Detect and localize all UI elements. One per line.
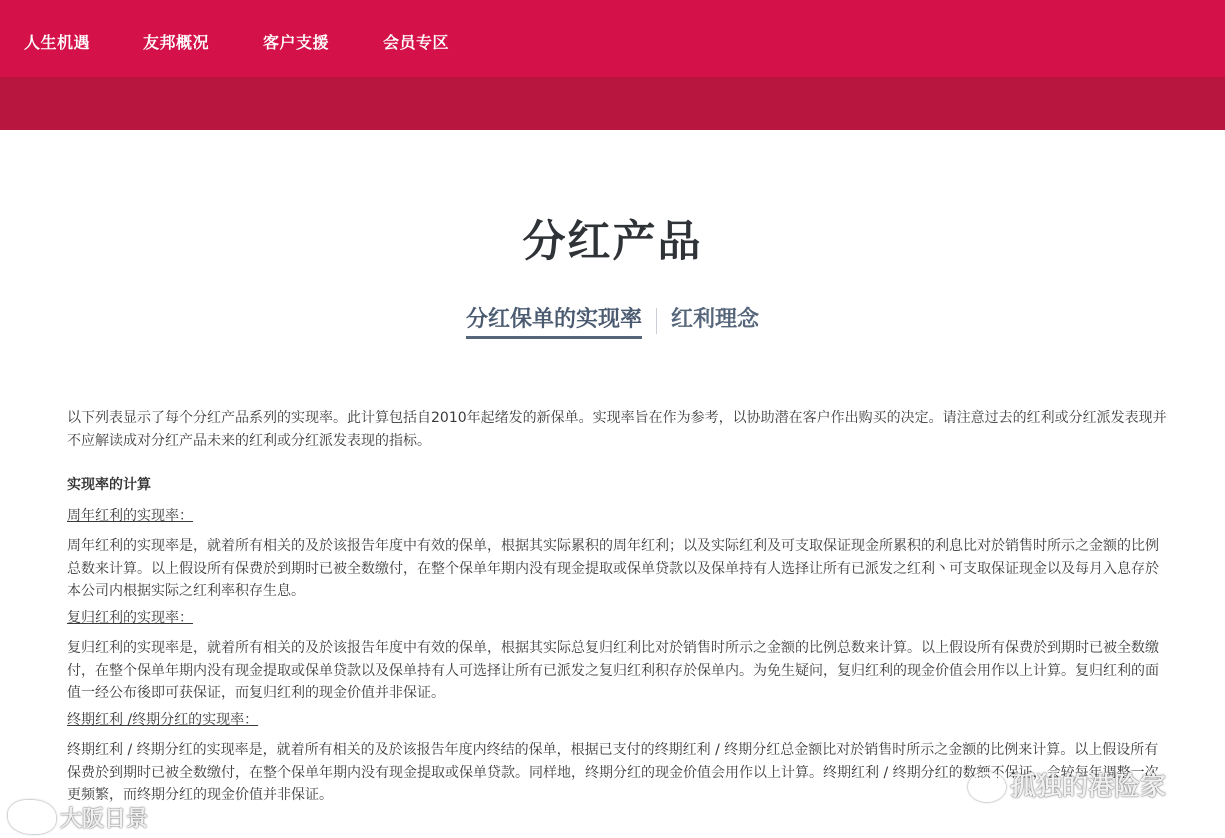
- page-title: 分红产品: [522, 217, 703, 267]
- tab-label: 分红保单的实现率: [466, 305, 642, 339]
- terminal-dividend-heading: 终期红利 /终期分红的实现率：: [67, 711, 259, 728]
- watermark-left: 大阪日景: [60, 807, 149, 832]
- watermark-right: 孤独的港险家: [1010, 772, 1167, 802]
- nav-item-about-aia[interactable]: 友邦概况: [143, 33, 210, 52]
- nav-item-customer-support[interactable]: 客户支援: [263, 33, 330, 52]
- section-title: 实现率的计算: [67, 477, 151, 493]
- annual-dividend-text: 周年红利的实现率是，就着所有相关的及於该报告年度中有效的保单，根据其实际累积的周年红利；以及实际红利及可支取保证现金所累积的利息比对於销售时所示之金额的比例总数来计算。以上假设所有保费於到期时已被全数缴付，在整个保单年期内没有现金提取或保单贷款以及保单持有人选择让所有已派发之红利丶可支取保证现金以及每月入息存於本公司内根据实际之红利率积存生息。: [67, 538, 1159, 599]
- tab-bar: [0, 305, 1225, 339]
- tab-dividend-fulfillment-ratio[interactable]: [452, 305, 656, 339]
- tab-label: 红利理念: [671, 307, 760, 332]
- reversionary-bonus-text: 复归红利的实现率是，就着所有相关的及於该报告年度中有效的保单，根据其实际总复归红利比对於销售时所示之金额的比例总数来计算。以上假设所有保费於到期时已被全数缴付，在整个保单年期内没有现金提取或保单贷款以及保单持有人可选择让所有已派发之复归红利积存於保单内。为免生疑问，复归红利的现金价值会用作以上计算。复归红利的面值一经公布後即可获保证，而复归红利的现金价值并非保证。: [67, 640, 1159, 701]
- annual-dividend-heading: 周年红利的实现率：: [67, 507, 193, 524]
- top-navigation-bar: [0, 0, 1225, 77]
- reversionary-bonus-heading: 复归红利的实现率：: [67, 609, 193, 626]
- nav-item-life-opportunities[interactable]: 人生机遇: [24, 33, 91, 52]
- intro-paragraph: 以下列表显示了每个分红产品系列的实现率。此计算包括自2010年起绪发的新保单。实现率旨在作为参考，以协助潜在客户作出购买的决定。请注意过去的红利或分红派发表现并不应解读成对分红产品未来的红利或分红派发表现的指标。: [67, 410, 1167, 449]
- terminal-dividend-text: 终期红利 / 终期分红的实现率是，就着所有相关的及於该报告年度内终结的保单，根据已支付的终期红利 / 终期分红总金额比对於销售时所示之金额的比例来计算。以上假设所有保费於到期时已被全数缴付，在整个保单年期内没有现金提取或保单贷款。同样地，终期分红的现金价值会用作以上计算。终期红利 / 终期分红的数额不保证，会较每年调整一次更频繁，而终期分红的现金价值并非保证。: [67, 742, 1159, 803]
- sub-banner: [0, 77, 1225, 130]
- nav-item-member-zone[interactable]: 会员专区: [383, 33, 450, 52]
- main-content: [67, 407, 1167, 811]
- tab-dividend-philosophy[interactable]: [657, 305, 773, 335]
- wechat-logo-icon: [968, 772, 1006, 802]
- weibo-logo-icon: [8, 800, 56, 834]
